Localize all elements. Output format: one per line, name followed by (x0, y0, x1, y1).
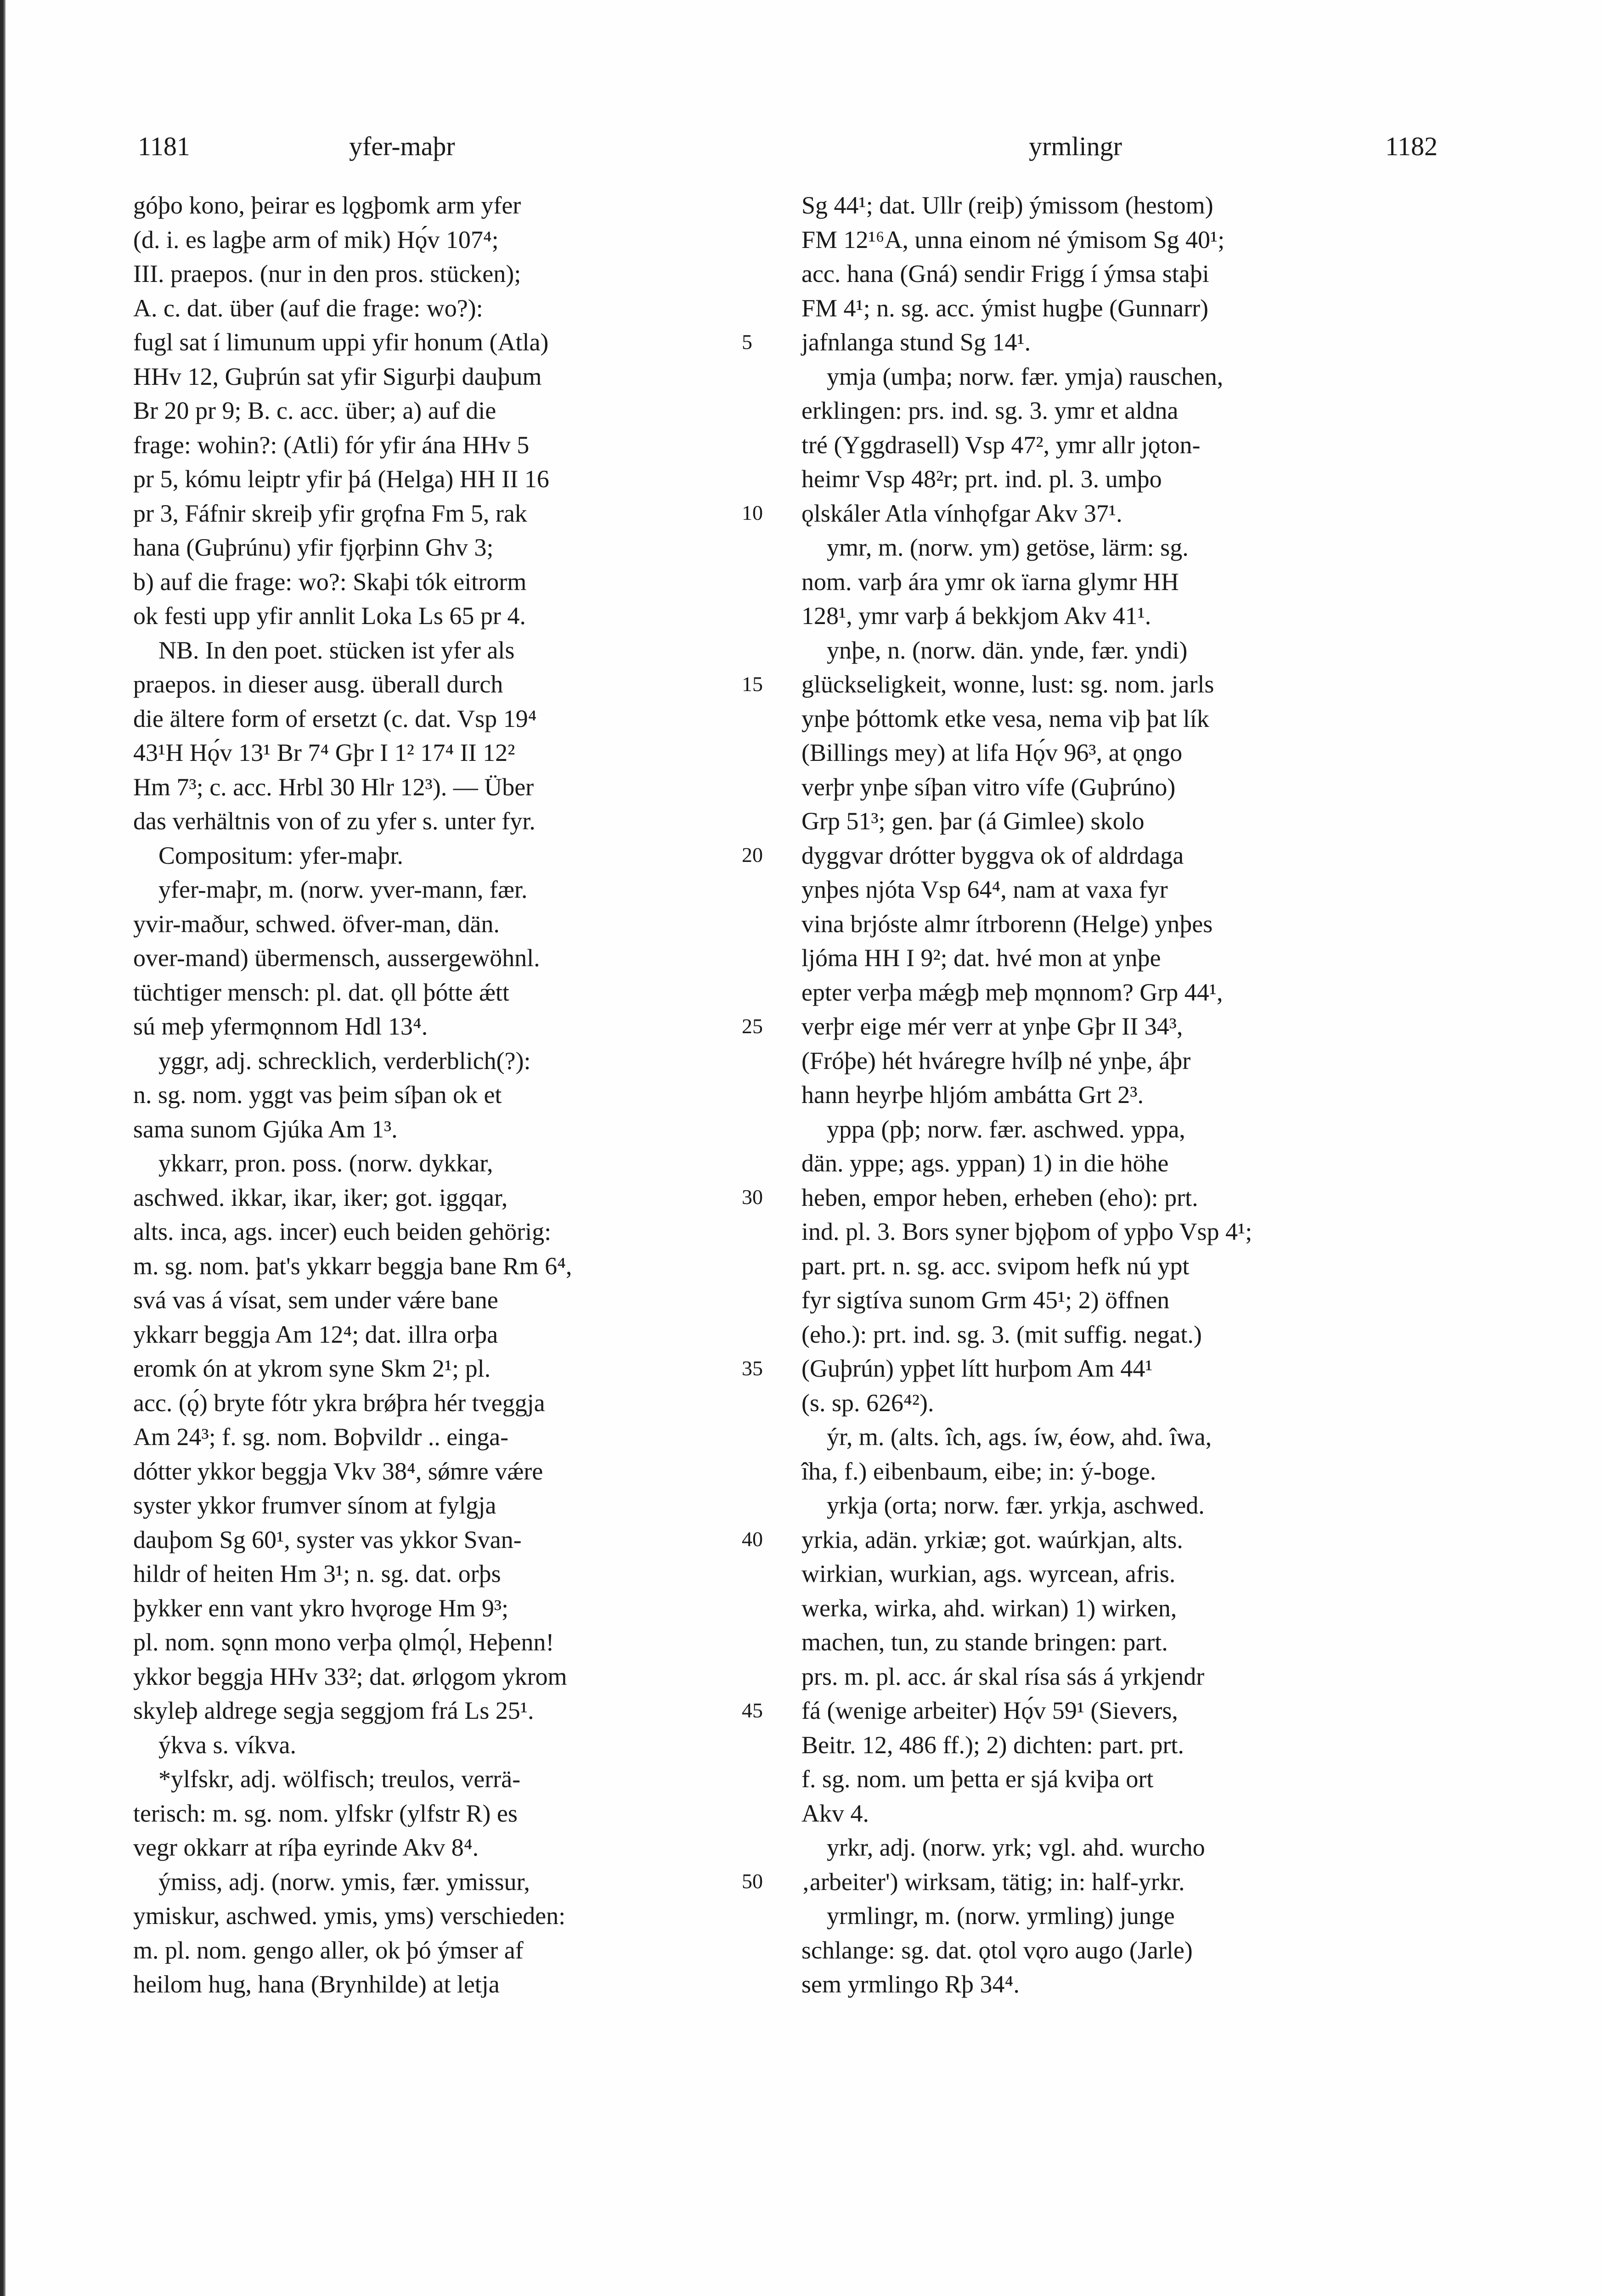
text-line: verþr ynþe síþan vitro vífe (Guþrúno) (801, 773, 1176, 801)
text-line: îha, f.) eibenbaum, eibe; in: ý-boge. (801, 1457, 1156, 1485)
text-line: pr 5, kómu leiptr yfir þá (Helga) HH II 16 (133, 465, 549, 493)
text-line: dauþom Sg 60¹, syster vas ykkor Svan- (133, 1525, 522, 1553)
entry-line: ýmiss, adj. (norw. ymis, fær. ymissur, (158, 1868, 530, 1896)
text-line: ljóma HH I 9²; dat. hvé mon at ynþe (801, 944, 1161, 972)
entry-line: yfer-maþr, m. (norw. yver-mann, fær. (158, 876, 528, 903)
text-line: (eho.): prt. ind. sg. 3. (mit suffig. negat.) (801, 1320, 1202, 1348)
entry-line: yrkr, adj. (norw. yrk; vgl. ahd. wurcho (827, 1834, 1205, 1861)
text-line: part. prt. n. sg. acc. svipom hefk nú ypt (801, 1252, 1190, 1280)
text-line: Am 24³; f. sg. nom. Boþvildr .. einga- (133, 1423, 509, 1451)
text-line: ind. pl. 3. Bors syner bjǫþom of ypþo Vsp 4¹; (801, 1218, 1252, 1245)
text-line: Br 20 pr 9; B. c. acc. über; a) auf die (133, 397, 496, 424)
text-line: (s. sp. 626⁴²). (801, 1389, 934, 1417)
entry-line: yppa (pþ; norw. fær. aschwed. yppa, (827, 1115, 1185, 1143)
line-number: 20 (742, 843, 763, 867)
text-line: sú meþ yfermǫnnom Hdl 13⁴. (133, 1013, 428, 1040)
text-line: b) auf die frage: wo?: Skaþi tók eitrorm (133, 568, 527, 596)
entry-line: yrkja (orta; norw. fær. yrkja, aschwed. (827, 1491, 1205, 1519)
text-line: skyleþ aldrege segja seggjom frá Ls 25¹. (133, 1697, 534, 1724)
text-line: die ältere form of ersetzt (c. dat. Vsp 19⁴ (133, 704, 537, 732)
text-line: acc. (ǫ́) bryte fótr ykra brǿþra hér tveggja (133, 1389, 545, 1417)
page-number-right: 1182 (1385, 131, 1438, 161)
entry-line: ykkarr, pron. poss. (norw. dykkar, (158, 1149, 493, 1177)
entry-line: ymja (umþa; norw. fær. ymja) rauschen, (827, 362, 1224, 390)
text-line: Akv 4. (801, 1799, 869, 1827)
line-number: 40 (742, 1527, 763, 1551)
text-line: alts. inca, ags. incer) euch beiden gehörig: (133, 1218, 552, 1245)
text-line: NB. In den poet. stücken ist yfer als (158, 636, 515, 664)
text-line: (Fróþe) hét hváregre hvílþ né ynþe, áþr (801, 1047, 1191, 1075)
text-line: yrkia, adän. yrkiæ; got. waúrkjan, alts. (801, 1525, 1183, 1553)
text-line: vegr okkarr at ríþa eyrinde Akv 8⁴. (133, 1834, 479, 1861)
text-line: dän. yppe; ags. yppan) 1) in die höhe (801, 1149, 1169, 1177)
text-line: 43¹H Hǫ́v 13¹ Br 7⁴ Gþr I 1² 17⁴ II 12² (133, 739, 515, 766)
text-line: (Guþrún) ypþet lítt hurþom Am 44¹ (801, 1355, 1153, 1382)
text-line: ok festi upp yfir annlit Loka Ls 65 pr 4. (133, 602, 526, 630)
line-number: 25 (742, 1014, 763, 1038)
text-line: Sg 44¹; dat. Ullr (reiþ) ýmissom (hestom) (801, 191, 1213, 219)
text-line: fugl sat í limunum uppi yfir honum (Atla) (133, 328, 549, 356)
text-line: (Billings mey) at lifa Hǫ́v 96³, at ǫngo (801, 739, 1183, 766)
text-line: machen, tun, zu stande bringen: part. (801, 1628, 1168, 1656)
text-line: sama sunom Gjúka Am 1³. (133, 1115, 398, 1143)
text-line: góþo kono, þeirar es lǫgþomk arm yfer (133, 191, 521, 219)
text-line: yvir-maður, schwed. öfver-man, dän. (133, 910, 500, 938)
page-header (138, 131, 1438, 172)
text-line: hildr of heiten Hm 3¹; n. sg. dat. orþs (133, 1560, 501, 1587)
text-line: A. c. dat. über (auf die frage: wo?): (133, 294, 483, 322)
text-line: Compositum: yfer-maþr. (158, 841, 403, 869)
text-line: prs. m. pl. acc. ár skal rísa sás á yrkjendr (801, 1662, 1205, 1690)
text-line: dótter ykkor beggja Vkv 38⁴, sǿmre vǽre (133, 1457, 543, 1485)
text-line: terisch: m. sg. nom. ylfskr (ylfstr R) es (133, 1799, 518, 1827)
text-line: ynþe þóttomk etke vesa, nema viþ þat lík (801, 704, 1209, 732)
text-line: glückseligkeit, wonne, lust: sg. nom. jarls (801, 670, 1214, 698)
text-line: ǫlskáler Atla vínhǫfgar Akv 37¹. (801, 499, 1123, 527)
text-line: ynþes njóta Vsp 64⁴, nam at vaxa fyr (801, 876, 1168, 903)
text-line: acc. hana (Gná) sendir Frigg í ýmsa staþi (801, 260, 1209, 287)
line-number: 30 (742, 1185, 763, 1209)
line-number: 45 (742, 1699, 763, 1722)
line-number: 35 (742, 1356, 763, 1380)
running-headword-left: yfer-maþr (349, 131, 455, 161)
right-column (801, 188, 1426, 2002)
entry-line: *ylfskr, adj. wölfisch; treulos, verrä- (158, 1765, 521, 1793)
text-line: ykkor beggja HHv 33²; dat. ørlǫgom ykrom (133, 1662, 567, 1690)
entry-line: ymr, m. (norw. ym) getöse, lärm: sg. (827, 534, 1189, 561)
text-line: fá (wenige arbeiter) Hǫ́v 59¹ (Sievers, (801, 1697, 1178, 1724)
text-line: over-mand) übermensch, aussergewöhnl. (133, 944, 540, 972)
text-line: vina brjóste almr ítrborenn (Helge) ynþes (801, 910, 1213, 938)
text-line: III. praepos. (nur in den pros. stücken); (133, 260, 521, 287)
text-line: m. sg. nom. þat's ykkarr beggja bane Rm 6⁴, (133, 1252, 572, 1280)
text-line: svá vas á vísat, sem under vǽre bane (133, 1286, 498, 1314)
text-line: werka, wirka, ahd. wirkan) 1) wirken, (801, 1594, 1177, 1622)
entry-line: yrmlingr, m. (norw. yrmling) junge (827, 1902, 1175, 1930)
entry-line: ýkva s. víkva. (158, 1731, 296, 1759)
text-line: tüchtiger mensch: pl. dat. ǫll þótte ǽtt (133, 978, 509, 1006)
text-line: n. sg. nom. yggt vas þeim síþan ok et (133, 1081, 502, 1109)
binding-edge (0, 0, 6, 2296)
entry-line: ýr, m. (alts. îch, ags. íw, éow, ahd. îwa, (827, 1423, 1212, 1451)
text-line: aschwed. ikkar, ikar, iker; got. iggqar, (133, 1183, 508, 1211)
text-line: dyggvar drótter byggva ok of aldrdaga (801, 841, 1184, 869)
text-line: pl. nom. sǫnn mono verþa ǫlmǫ́l, Heþenn! (133, 1628, 554, 1656)
text-line: Hm 7³; c. acc. Hrbl 30 Hlr 12³). — Über (133, 773, 534, 801)
text-line: das verhältnis von of zu yfer s. unter fyr. (133, 807, 536, 835)
text-line: þykker enn vant ykro hvǫroge Hm 9³; (133, 1594, 509, 1622)
text-line: tré (Yggdrasell) Vsp 47², ymr allr jǫton- (801, 431, 1201, 459)
text-line: nom. varþ ára ymr ok ïarna glymr HH (801, 568, 1179, 596)
text-line: heilom hug, hana (Brynhilde) at letja (133, 1970, 500, 1998)
text-line: wirkian, wurkian, ags. wyrcean, afris. (801, 1560, 1176, 1587)
text-line: frage: wohin?: (Atli) fór yfir ána HHv 5 (133, 431, 530, 459)
text-line: pr 3, Fáfnir skreiþ yfir grǫfna Fm 5, rak (133, 499, 527, 527)
running-headword-right: yrmlingr (1029, 131, 1122, 161)
line-number: 5 (742, 330, 752, 354)
text-line: 128¹, ymr varþ á bekkjom Akv 41¹. (801, 602, 1151, 630)
text-line: epter verþa mǽgþ meþ mǫnnom? Grp 44¹, (801, 978, 1223, 1006)
text-line: Grp 51³; gen. þar (á Gimlee) skolo (801, 807, 1145, 835)
text-line: praepos. in dieser ausg. überall durch (133, 670, 503, 698)
page-number-left: 1181 (138, 131, 190, 161)
text-line: Beitr. 12, 486 ff.); 2) dichten: part. prt. (801, 1731, 1184, 1759)
text-line: sem yrmlingo Rþ 34⁴. (801, 1970, 1020, 1998)
text-line: m. pl. nom. gengo aller, ok þó ýmser af (133, 1936, 524, 1964)
text-line: ‚arbeiter') wirksam, tätig; in: half-yrkr. (801, 1868, 1185, 1896)
text-line: hann heyrþe hljóm ambátta Grt 2³. (801, 1081, 1144, 1109)
text-line: HHv 12, Guþrún sat yfir Sigurþi dauþum (133, 362, 542, 390)
text-line: eromk ón at ykrom syne Skm 2¹; pl. (133, 1355, 491, 1382)
text-line: FM 4¹; n. sg. acc. ýmist hugþe (Gunnarr) (801, 294, 1209, 322)
text-line: hana (Guþrúnu) yfir fjǫrþinn Ghv 3; (133, 534, 494, 561)
text-line: FM 12¹⁶A, unna einom né ýmisom Sg 40¹; (801, 225, 1225, 253)
text-line: erklingen: prs. ind. sg. 3. ymr et aldna (801, 397, 1179, 424)
text-line: heben, empor heben, erheben (eho): prt. (801, 1183, 1198, 1211)
text-line: schlange: sg. dat. ǫtol vǫro augo (Jarle) (801, 1936, 1193, 1964)
left-column (133, 188, 739, 2002)
text-line: ykkarr beggja Am 12⁴; dat. illra orþa (133, 1320, 498, 1348)
text-line: syster ykkor frumver sínom at fylgja (133, 1491, 496, 1519)
text-line: verþr eige mér verr at ynþe Gþr II 34³, (801, 1013, 1183, 1040)
line-number: 15 (742, 672, 763, 696)
line-number: 50 (742, 1869, 763, 1893)
entry-line: ynþe, n. (norw. dän. ynde, fær. yndi) (827, 636, 1188, 664)
text-line: heimr Vsp 48²r; prt. ind. pl. 3. umþo (801, 465, 1162, 493)
text-line: (d. i. es lagþe arm of mik) Hǫ́v 107⁴; (133, 225, 499, 253)
entry-line: yggr, adj. schrecklich, verderblich(?): (158, 1047, 531, 1075)
text-line: f. sg. nom. um þetta er sjá kviþa ort (801, 1765, 1154, 1793)
line-number: 10 (742, 501, 763, 524)
text-line: fyr sigtíva sunom Grm 45¹; 2) öffnen (801, 1286, 1170, 1314)
text-line: ymiskur, aschwed. ymis, yms) verschieden: (133, 1902, 566, 1930)
text-line: jafnlanga stund Sg 14¹. (801, 328, 1031, 356)
